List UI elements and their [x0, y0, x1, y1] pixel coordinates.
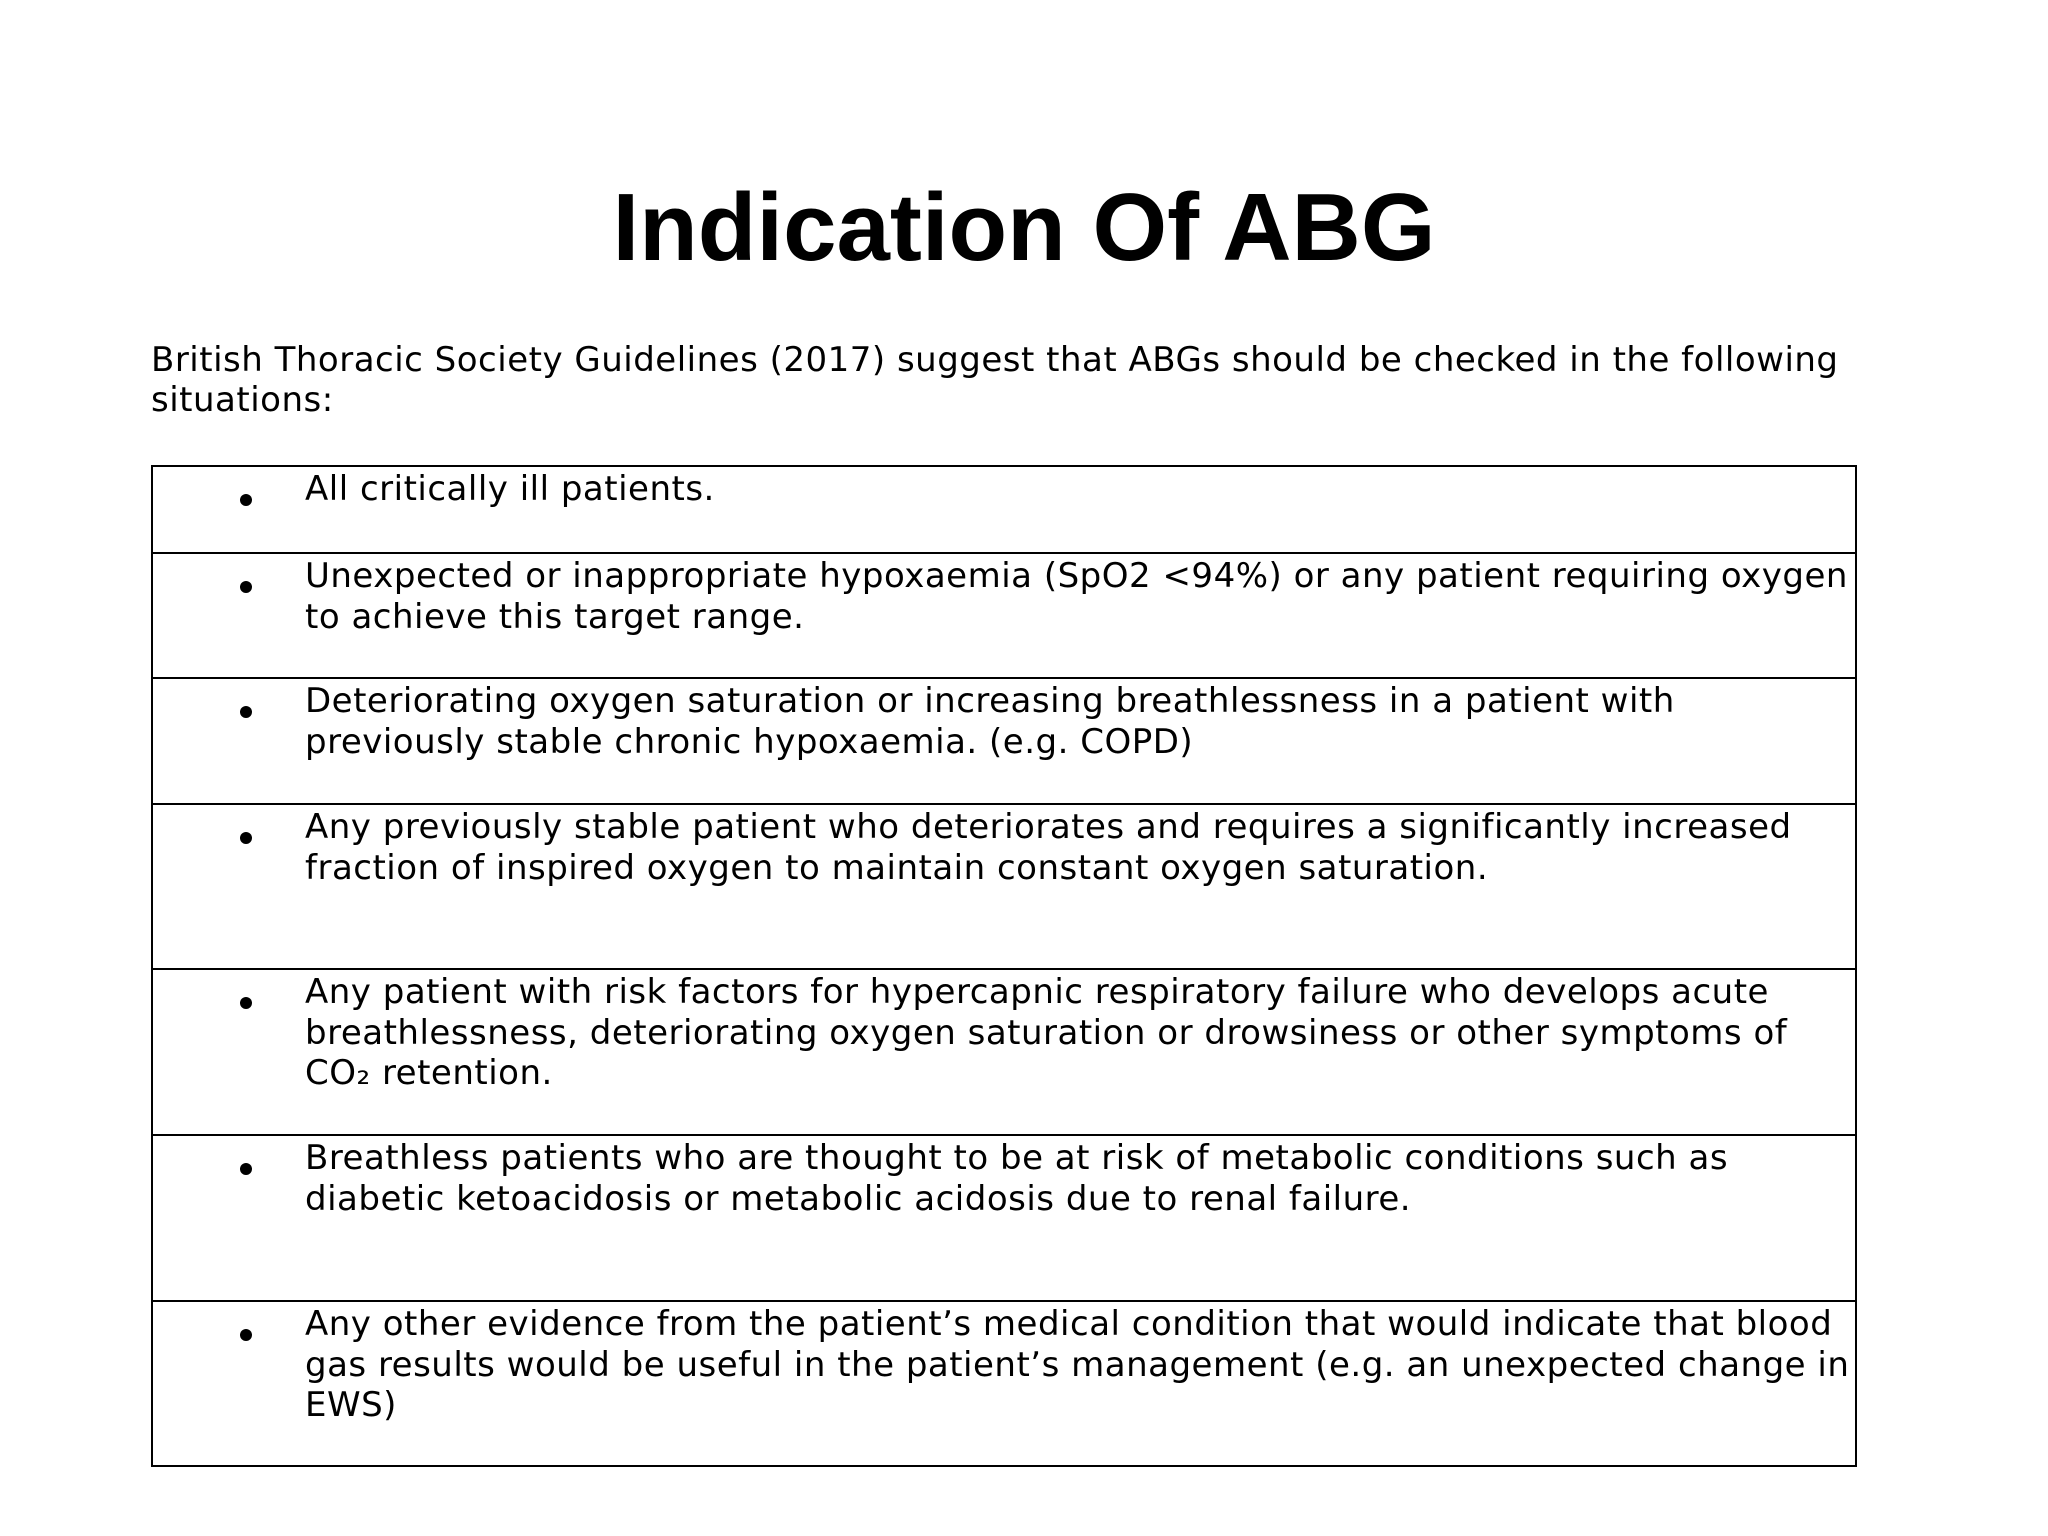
criterion-text: Any other evidence from the patient’s medical condition that would indicate that blood gas results would be useful in the patient’s management (e.g. an unexpected change in EWS): [305, 1304, 1850, 1425]
criterion-text: Breathless patients who are thought to be at risk of metabolic conditions such as diabetic ketoacidosis or metabolic acidosis due to renal failure.: [305, 1138, 1729, 1219]
table-row: [153, 677, 1855, 803]
bullet-icon: [240, 581, 252, 593]
table-row: [153, 803, 1855, 968]
bullet-icon: [240, 997, 252, 1009]
table-row: [153, 968, 1855, 1134]
criterion-text: Any previously stable patient who deteriorates and requires a significantly increased fraction of inspired oxygen to maintain constant oxygen saturation.: [305, 807, 1792, 888]
bullet-icon: [240, 494, 252, 506]
table-row: [153, 552, 1855, 677]
intro-text: British Thoracic Society Guidelines (2017) suggest that ABGs should be checked in the following situations:: [151, 340, 1839, 420]
criterion-text: Any patient with risk factors for hypercapnic respiratory failure who develops acute breathlessness, deteriorating oxygen saturation or drowsiness or other symptoms of CO₂ retention.: [305, 972, 1788, 1093]
criterion-text: Deteriorating oxygen saturation or increasing breathlessness in a patient with previously stable chronic hypoxaemia. (e.g. COPD): [305, 681, 1675, 762]
table-row: [153, 1300, 1855, 1465]
slide-title: Indication Of ABG: [612, 174, 1436, 281]
bullet-icon: [240, 832, 252, 844]
table-row: [153, 467, 1855, 552]
criterion-text: Unexpected or inappropriate hypoxaemia (SpO2 <94%) or any patient requiring oxygen to achieve this target range.: [305, 556, 1848, 637]
bullet-icon: [240, 1329, 252, 1341]
bullet-icon: [240, 706, 252, 718]
criteria-table: [151, 465, 1857, 1467]
table-row: [153, 1134, 1855, 1300]
bullet-icon: [240, 1163, 252, 1175]
criterion-text: All critically ill patients.: [305, 469, 715, 509]
